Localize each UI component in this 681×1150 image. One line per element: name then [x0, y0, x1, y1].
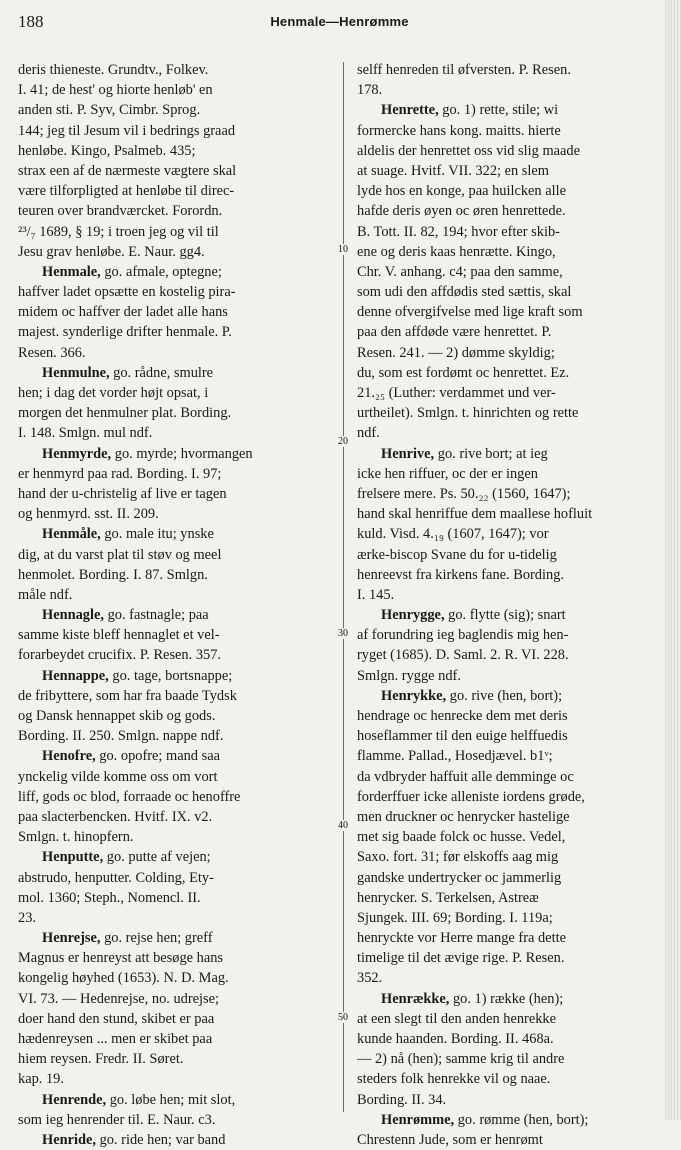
- text-line: [357, 847, 662, 867]
- headword: Henmyrde,: [42, 445, 112, 462]
- entry-text: ene og deris kaas henrætte. Kingo,: [357, 243, 556, 260]
- entry-text: være tilforpligted at henløbe til direc-: [18, 183, 235, 200]
- entry-text: timelige til det ævige rige. P. Resen.: [357, 950, 565, 967]
- entry-text: og henmyrd. sst. II. 209.: [18, 506, 159, 523]
- entry-text: majest. synderlige drifter henmale. P.: [18, 324, 232, 341]
- text-line: [357, 585, 662, 605]
- entry-text: Sjungek. III. 69; Bording. I. 119a;: [357, 909, 553, 926]
- entry-text: haffver ladet opsætte en kostelig pira-: [18, 284, 236, 301]
- entry-text: deris thieneste. Grundtv., Folkev.: [18, 62, 209, 78]
- entry-text: selff henreden til øfversten. P. Resen.: [357, 62, 571, 78]
- text-line: [18, 585, 333, 605]
- entry-text: go. rejse hen; greff: [100, 930, 213, 947]
- text-line: [357, 222, 662, 242]
- entry-line: [18, 605, 333, 625]
- entry-text: Chrestenn Jude, som er henrømt: [357, 1131, 543, 1148]
- entry-text: Jesu grav henløbe. E. Naur. gg4.: [18, 243, 205, 260]
- entry-text: I. 145.: [357, 586, 395, 603]
- entry-text: anden sti. P. Syv, Cimbr. Sprog.: [18, 102, 201, 119]
- text-line: [18, 343, 333, 363]
- entry-text: Resen. 366.: [18, 344, 86, 361]
- entry-text: Smlgn. rygge ndf.: [357, 667, 461, 684]
- text-line: [18, 121, 333, 141]
- entry-line: [357, 605, 662, 625]
- entry-line: [18, 363, 333, 383]
- entry-line: [18, 1130, 333, 1150]
- entry-text: kap. 19.: [18, 1071, 64, 1088]
- text-line: [357, 161, 662, 181]
- entry-text: Resen. 241. — 2) dømme skyldig;: [357, 344, 555, 361]
- text-line: [357, 1090, 662, 1110]
- text-line: [18, 141, 333, 161]
- text-line: [357, 868, 662, 888]
- text-line: [357, 423, 662, 443]
- entry-line: [357, 100, 662, 120]
- text-line: [357, 484, 662, 504]
- entry-text: kongelig høyhed (1653). N. D. Mag.: [18, 970, 229, 987]
- text-line: [18, 726, 333, 746]
- text-line: [357, 726, 662, 746]
- headword: Henrække,: [381, 990, 450, 1007]
- line-number-40: 40: [338, 820, 356, 831]
- headword: Henmulne,: [42, 364, 110, 381]
- text-line: [357, 908, 662, 928]
- text-line: [357, 968, 662, 988]
- entry-text: go. 1) række (hen);: [449, 990, 564, 1007]
- headword: Henmale,: [42, 263, 101, 280]
- entry-text: go. male itu; ynske: [100, 526, 214, 543]
- text-line: [18, 403, 333, 423]
- text-line: [18, 423, 333, 443]
- text-line: [18, 1029, 333, 1049]
- entry-text: go. rådne, smulre: [109, 364, 214, 381]
- headword: Henrømme,: [381, 1111, 455, 1128]
- entry-text: hand skal henriffue dem maallese hofluit: [357, 506, 593, 523]
- entry-text: forderffuer icke alleniste iordens grøde,: [357, 788, 585, 805]
- entry-text: hiem reysen. Fredr. II. Søret.: [18, 1051, 184, 1068]
- text-line: [357, 242, 662, 262]
- entry-text: go. løbe hen; mit slot,: [106, 1091, 236, 1108]
- entry-text: strax een af de nærmeste vægtere skal: [18, 162, 237, 179]
- text-line: [357, 80, 662, 100]
- text-line: [18, 1069, 333, 1089]
- entry-text: du, som est fordømt oc henrettet. Ez.: [357, 364, 570, 381]
- entry-text: Smlgn. t. hinopfern.: [18, 829, 134, 846]
- text-line: [357, 767, 662, 787]
- text-line: [357, 464, 662, 484]
- text-line: [357, 746, 662, 766]
- entry-text: ryget (1685). D. Saml. 2. R. VI. 228.: [357, 647, 569, 664]
- text-line: [18, 100, 333, 120]
- text-line: [18, 565, 333, 585]
- text-line: [357, 343, 662, 363]
- entry-text: henreevst fra kirkens fane. Bording.: [357, 566, 564, 583]
- entry-text: forarbeydet crucifix. P. Resen. 357.: [18, 647, 222, 664]
- text-line: [357, 181, 662, 201]
- entry-text: B. Tott. II. 82, 194; hvor efter skib-: [357, 223, 560, 240]
- entry-text: aldelis der henrettet oss vid slig maade: [357, 142, 580, 159]
- entry-line: [18, 746, 333, 766]
- line-number-30: 30: [338, 628, 356, 639]
- entry-text: ærke-biscop Svane du for u-tidelig: [357, 546, 557, 563]
- text-line: [357, 827, 662, 847]
- text-line: [18, 1009, 333, 1029]
- text-line: [357, 787, 662, 807]
- text-line: [18, 868, 333, 888]
- text-line: [357, 383, 662, 403]
- page-edge-shading: [665, 0, 681, 1120]
- text-line: [357, 141, 662, 161]
- entry-text: men druckner oc henrycker hastelige: [357, 808, 570, 825]
- entry-text: doer hand den stund, skibet er paa: [18, 1010, 215, 1027]
- text-line: [18, 625, 333, 645]
- text-line: [18, 464, 333, 484]
- text-line: [357, 322, 662, 342]
- text-line: [357, 706, 662, 726]
- text-line: [357, 888, 662, 908]
- entry-text: go. ride hen; var band: [95, 1131, 226, 1148]
- entry-text: henrycker. S. Terkelsen, Astreæ: [357, 889, 539, 906]
- entry-text: Magnus er henreyst att besøge hans: [18, 950, 224, 967]
- entry-text: 144; jeg til Jesum vil i bedrings graad: [18, 122, 236, 139]
- entry-text: henryckte vor Herre mange fra dette: [357, 930, 566, 947]
- text-line: [357, 807, 662, 827]
- headword: Henrykke,: [381, 687, 447, 704]
- entry-text: ²³/₇ 1689, § 19; i troen jeg og vil til: [18, 223, 219, 240]
- line-number-50: 50: [338, 1012, 356, 1023]
- entry-text: ynckelig vilde komme oss om vort: [18, 768, 218, 785]
- text-line: [357, 302, 662, 322]
- entry-line: [357, 444, 662, 464]
- entry-line: [18, 1090, 333, 1110]
- text-line: [18, 201, 333, 221]
- text-line: [357, 403, 662, 423]
- entry-text: hafde deris øyen oc øren henrettede.: [357, 203, 566, 220]
- text-line: [357, 1029, 662, 1049]
- entry-text: met sig baade folck oc husse. Vedel,: [357, 829, 566, 846]
- entry-line: [357, 989, 662, 1009]
- entry-text: go. flytte (sig); snart: [444, 607, 566, 624]
- headword: Henrette,: [381, 102, 439, 119]
- entry-text: kunde haanden. Bording. II. 468a.: [357, 1031, 554, 1047]
- text-line: [357, 928, 662, 948]
- entry-text: — 2) nå (hen); samme krig til andre: [357, 1051, 565, 1068]
- text-line: [18, 1110, 333, 1130]
- text-line: [18, 787, 333, 807]
- text-line: [357, 524, 662, 544]
- text-line: [18, 222, 333, 242]
- entry-text: dig, at du varst plat til støv og meel: [18, 546, 222, 563]
- text-line: [18, 908, 333, 928]
- headword: Henrejse,: [42, 930, 101, 947]
- entry-text: go. fastnagle; paa: [103, 607, 209, 624]
- text-line: [357, 262, 662, 282]
- entry-text: gandske undertrycker oc jammerlig: [357, 869, 562, 886]
- entry-text: I. 41; de hest' og hiorte henløb' en: [18, 82, 213, 99]
- text-line: [18, 383, 333, 403]
- headword: Hennagle,: [42, 607, 104, 624]
- text-line: [357, 60, 662, 80]
- entry-text: morgen det henmulner plat. Bording.: [18, 405, 232, 422]
- text-line: [18, 282, 333, 302]
- entry-text: 352.: [357, 970, 383, 987]
- entry-text: og Dansk hennappet skib og gods.: [18, 708, 216, 724]
- entry-text: midem oc haffver der ladet alle hans: [18, 304, 228, 321]
- entry-text: go. afmale, optegne;: [100, 263, 222, 280]
- text-line: [18, 545, 333, 565]
- entry-text: go. putte af vejen;: [103, 849, 211, 866]
- entry-text: Chr. V. anhang. c4; paa den samme,: [357, 263, 563, 280]
- entry-text: måle ndf.: [18, 586, 73, 603]
- headword: Henrende,: [42, 1091, 107, 1108]
- text-line: [18, 484, 333, 504]
- entry-text: 23.: [18, 909, 36, 926]
- entry-text: ndf.: [357, 425, 380, 442]
- entry-text: samme kiste bleff hennaglet et vel-: [18, 627, 220, 644]
- entry-text: hen; i dag det vorder højt opsat, i: [18, 385, 209, 401]
- entry-line: [18, 262, 333, 282]
- entry-text: 21.₂₅ (Luther: verdammet und ver-: [357, 385, 556, 401]
- text-line: [357, 121, 662, 141]
- column-divider: [343, 62, 344, 1112]
- entry-text: kuld. Visd. 4.₁₉ (1607, 1647); vor: [357, 526, 549, 543]
- text-line: [18, 827, 333, 847]
- entry-text: abstrudo, henputter. Colding, Ety-: [18, 869, 214, 886]
- headword: Hennappe,: [42, 667, 109, 684]
- text-line: [18, 322, 333, 342]
- text-line: [357, 1069, 662, 1089]
- entry-text: steders folk henrekke vil og naae.: [357, 1071, 551, 1088]
- entry-text: paa den affdøde være henrettet. P.: [357, 324, 552, 341]
- entry-text: go. 1) rette, stile; wi: [438, 102, 559, 119]
- text-line: [18, 968, 333, 988]
- right-column: [357, 60, 662, 1148]
- text-line: [357, 948, 662, 968]
- entry-text: hoseflammer til den euige helffuedis: [357, 728, 568, 745]
- text-line: [357, 666, 662, 686]
- entry-line: [357, 686, 662, 706]
- text-line: [18, 302, 333, 322]
- text-line: [357, 201, 662, 221]
- entry-text: go. tage, bortsnappe;: [108, 667, 233, 684]
- text-line: [357, 645, 662, 665]
- text-line: [357, 545, 662, 565]
- text-line: [18, 161, 333, 181]
- entry-text: go. rømme (hen, bort);: [454, 1111, 589, 1128]
- headword: Henputte,: [42, 849, 104, 866]
- entry-text: som ieg henrender til. E. Naur. c3.: [18, 1111, 216, 1128]
- entry-line: [18, 666, 333, 686]
- headword: Henrygge,: [381, 607, 445, 624]
- text-line: [18, 948, 333, 968]
- text-line: [18, 1049, 333, 1069]
- entry-text: urtheilet). Smlgn. t. hinrichten og rette: [357, 405, 579, 422]
- entry-text: frelsere mere. Ps. 50.₂₂ (1560, 1647);: [357, 485, 571, 502]
- text-line: [18, 645, 333, 665]
- entry-text: Bording. II. 34.: [357, 1091, 447, 1108]
- headword: Henride,: [42, 1131, 96, 1148]
- text-line: [357, 282, 662, 302]
- entry-text: Bording. II. 250. Smlgn. nappe ndf.: [18, 728, 224, 745]
- entry-text: I. 148. Smlgn. mul ndf.: [18, 425, 153, 442]
- left-column: [18, 60, 333, 1148]
- entry-text: hendrage oc henrecke dem met deris: [357, 708, 568, 724]
- line-number-20: 20: [338, 436, 356, 447]
- line-number-10: 10: [338, 244, 356, 255]
- text-line: [357, 565, 662, 585]
- entry-text: lyde hos en konge, paa huilcken alle: [357, 183, 566, 200]
- running-head: Henmale—Henrømme: [270, 14, 409, 29]
- entry-line: [18, 928, 333, 948]
- entry-text: henløbe. Kingo, Psalmeb. 435;: [18, 142, 196, 159]
- page-number: 188: [18, 12, 44, 31]
- entry-text: VI. 73. — Hedenrejse, no. udrejse;: [18, 990, 220, 1007]
- text-line: [357, 625, 662, 645]
- entry-line: [357, 1110, 662, 1130]
- entry-text: liff, gods oc blod, forraade oc henoffre: [18, 788, 241, 805]
- entry-text: icke hen riffuer, oc der er ingen: [357, 465, 538, 482]
- entry-text: flamme. Pallad., Hosedjævel. b1ᵛ;: [357, 748, 553, 765]
- entry-text: go. myrde; hvormangen: [111, 445, 253, 462]
- entry-text: som udi den affdødis sted sættis, skal: [357, 284, 572, 301]
- entry-text: er henmyrd paa rad. Bording. I. 97;: [18, 465, 222, 482]
- text-line: [18, 242, 333, 262]
- entry-text: at een slegt til den anden henrekke: [357, 1010, 556, 1027]
- entry-line: [18, 847, 333, 867]
- text-line: [357, 1009, 662, 1029]
- headword: Henrive,: [381, 445, 435, 462]
- text-line: [357, 1049, 662, 1069]
- entry-text: 178.: [357, 82, 383, 99]
- entry-text: paa slacterbencken. Hvitf. IX. v2.: [18, 808, 213, 825]
- entry-text: de fribyttere, som har fra baade Tydsk: [18, 687, 237, 704]
- entry-text: teuren over brandværcket. Forordn.: [18, 203, 223, 220]
- entry-text: hædenreysen ... men er skibet paa: [18, 1031, 213, 1047]
- entry-text: henmolet. Bording. I. 87. Smlgn.: [18, 566, 208, 583]
- text-line: [18, 181, 333, 201]
- entry-text: at suage. Hvitf. VII. 322; en slem: [357, 162, 549, 179]
- entry-text: hand der u-christelig af live er tagen: [18, 485, 227, 502]
- entry-line: [18, 444, 333, 464]
- text-line: [18, 989, 333, 1009]
- text-line: [18, 504, 333, 524]
- entry-text: mol. 1360; Steph., Nomencl. II.: [18, 889, 201, 906]
- text-line: [357, 363, 662, 383]
- text-line: [18, 888, 333, 908]
- entry-text: Saxo. fort. 31; før elskoffs aag mig: [357, 849, 559, 866]
- entry-text: af forundring ieg baglendis mig hen-: [357, 627, 569, 644]
- headword: Henmåle,: [42, 526, 101, 543]
- text-line: [18, 80, 333, 100]
- entry-text: go. rive (hen, bort);: [446, 687, 563, 704]
- text-line: [18, 706, 333, 726]
- entry-text: denne ofvergifvelse med lige kraft som: [357, 304, 583, 321]
- page-header: [18, 12, 661, 42]
- text-line: [357, 504, 662, 524]
- entry-line: [18, 524, 333, 544]
- text-line: [18, 686, 333, 706]
- entry-text: formercke hans kong. maitts. hierte: [357, 122, 561, 139]
- entry-text: go. rive bort; at ieg: [434, 445, 548, 462]
- text-line: [18, 807, 333, 827]
- entry-text: go. opofre; mand saa: [95, 748, 220, 765]
- headword: Henofre,: [42, 748, 96, 765]
- text-line: [18, 767, 333, 787]
- text-line: [18, 60, 333, 80]
- entry-text: da vdbryder haffuit alle demminge oc: [357, 768, 574, 785]
- text-line: [357, 1130, 662, 1150]
